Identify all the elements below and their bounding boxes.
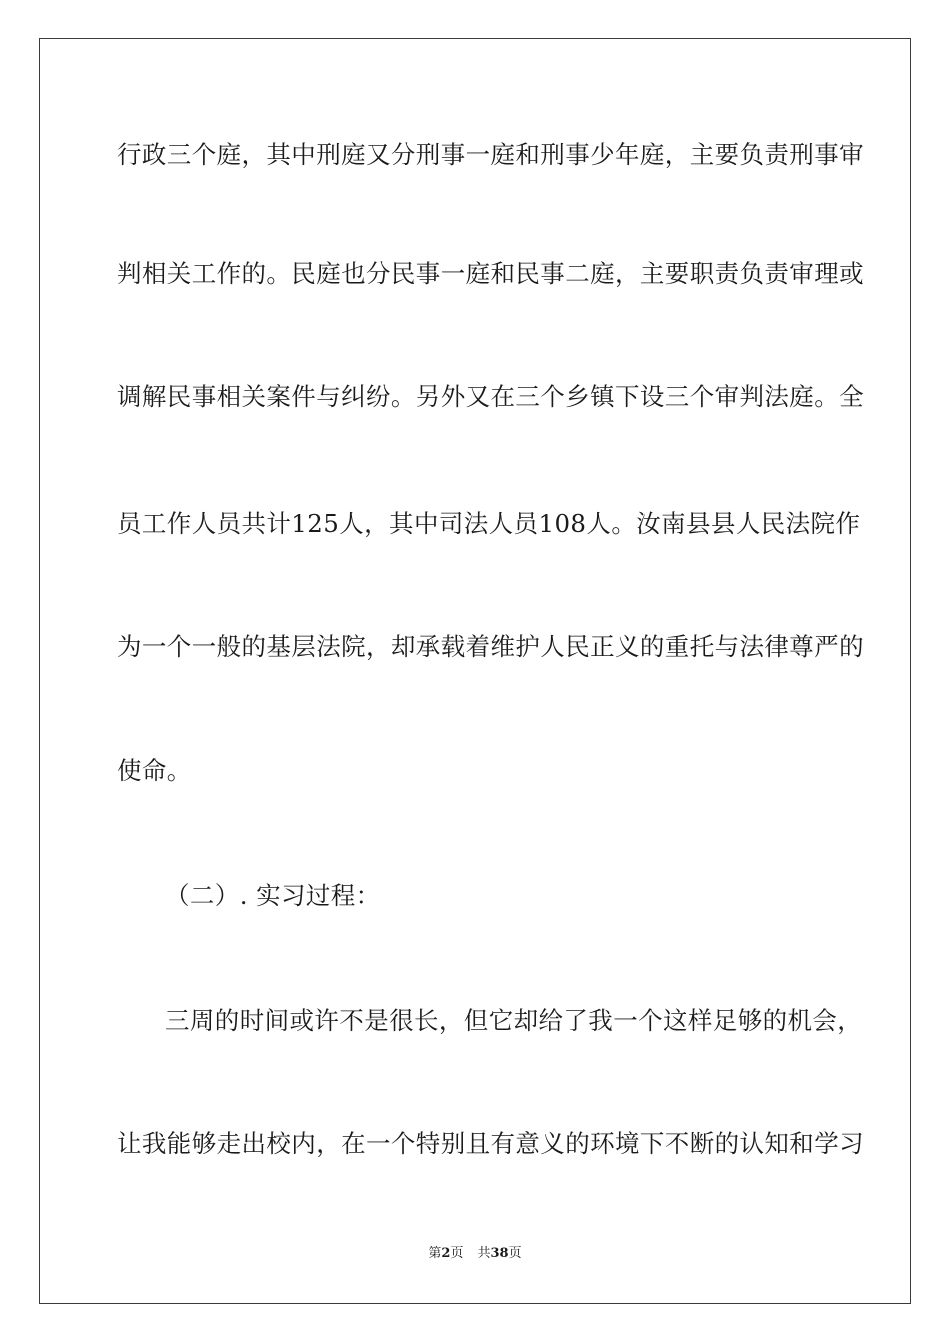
- body-line-2: 判相关工作的。民庭也分民事一庭和民事二庭，主要职责负责审理或: [117, 259, 864, 288]
- footer-total-suffix: 页: [508, 1246, 522, 1261]
- body-line-8: 让我能够走出校内，在一个特别且有意义的环境下不断的认知和学习: [117, 1129, 864, 1158]
- page-border: [39, 38, 911, 1304]
- page-footer: [0, 1245, 950, 1263]
- footer-total-pages: 38: [490, 1246, 509, 1261]
- body-line-5: 为一个一般的基层法院，却承载着维护人民正义的重托与法律尊严的: [117, 632, 864, 661]
- body-line-1: 行政三个庭，其中刑庭又分刑事一庭和刑事少年庭，主要负责刑事审: [117, 140, 864, 169]
- body-line-6: 使命。: [117, 756, 192, 785]
- body-line-4: 员工作人员共计125人，其中司法人员108人。汝南县县人民法院作: [117, 509, 861, 538]
- footer-page-suffix: 页: [450, 1246, 464, 1261]
- footer-page-number: 2: [441, 1246, 451, 1261]
- footer-total-prefix: 共: [477, 1246, 491, 1261]
- section-heading: （二）. 实习过程：: [165, 881, 381, 910]
- body-line-7: 三周的时间或许不是很长，但它却给了我一个这样足够的机会，: [165, 1006, 863, 1035]
- footer-page-prefix: 第: [428, 1246, 442, 1261]
- body-line-3: 调解民事相关案件与纠纷。另外又在三个乡镇下设三个审判法庭。全: [117, 382, 864, 411]
